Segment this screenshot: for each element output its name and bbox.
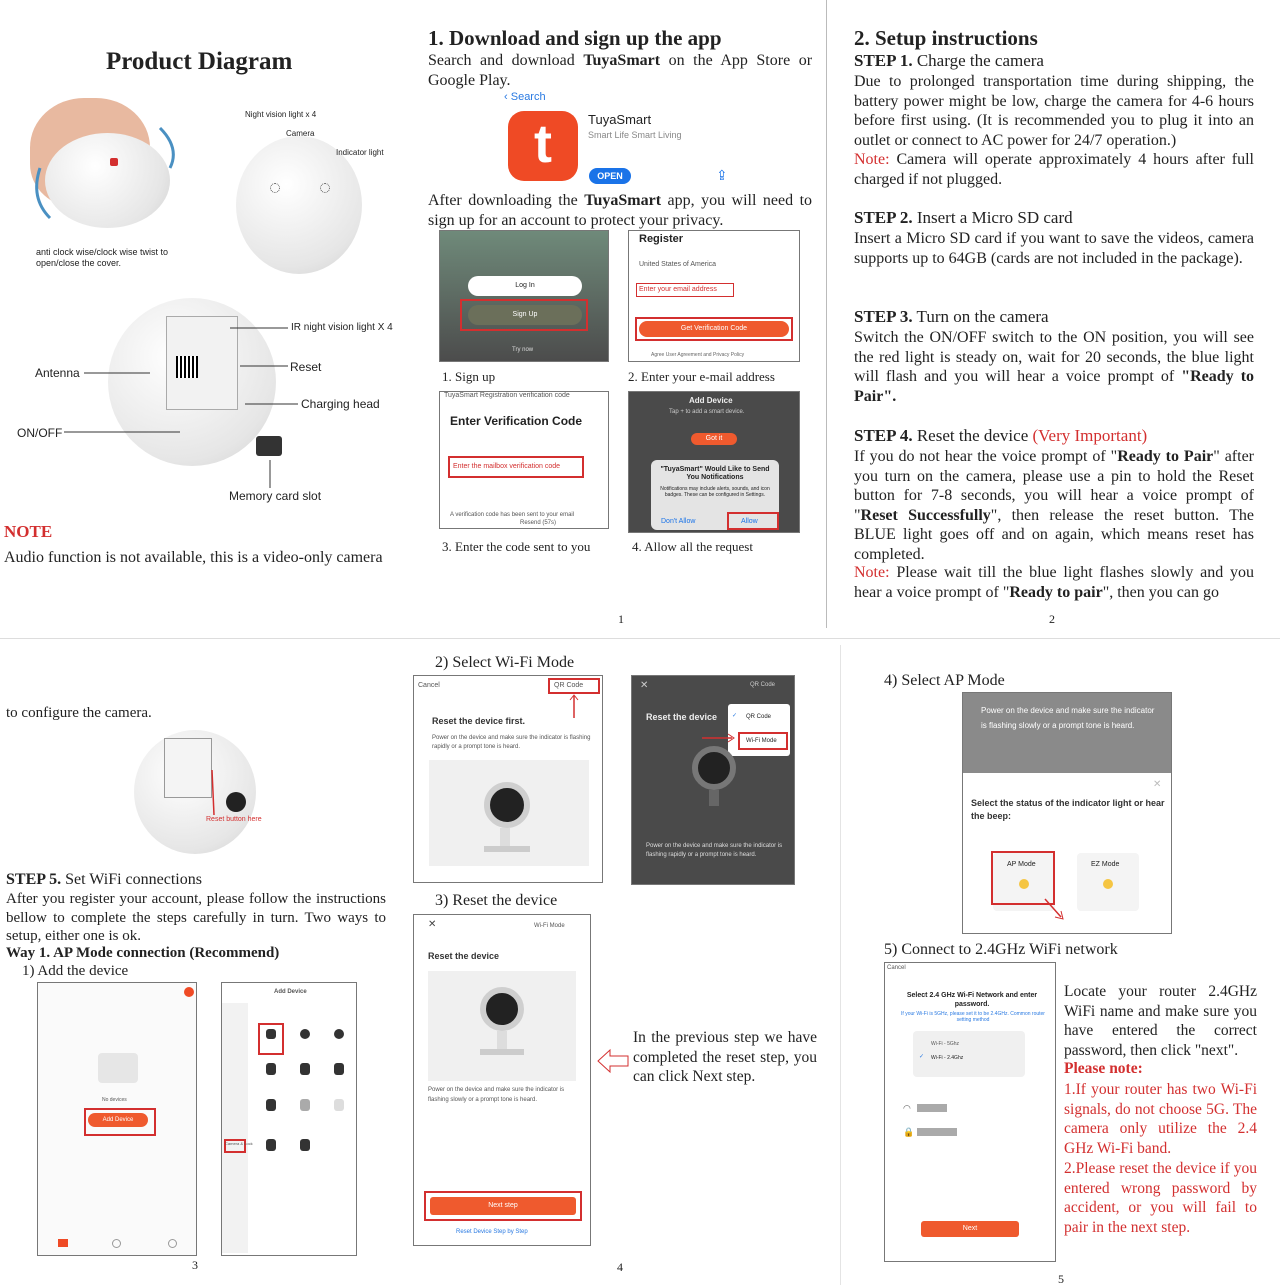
smart-tab-icon[interactable]: [112, 1239, 121, 1248]
doorbell-icon[interactable]: [300, 1063, 310, 1075]
step2-text: Insert a Micro SD card if you want to save the videos, camera supports up to 64GB (cards are not included in the package).: [854, 230, 1254, 267]
camera-stand-dark: [709, 790, 719, 806]
caption-code: 3. Enter the code sent to you: [442, 539, 591, 554]
wifi-network-screenshot: [884, 962, 1056, 1262]
got-it-button[interactable]: Got it: [691, 433, 737, 445]
wifi-5g-option[interactable]: Wi-Fi - 5Ghz: [931, 1041, 960, 1047]
ap-top-text: Power on the device and make sure the indicator is flashing slowly or a prompt tone is heard.: [981, 706, 1155, 730]
wifi-sub[interactable]: If your Wi-Fi is 5GHz, please set it to be 2.4GHz. Common router setting method: [901, 1011, 1045, 1023]
smart-camera-highlight: [258, 1023, 284, 1055]
step1-text: Due to prolonged transportation time during shipping, the battery power might be low, charge the camera for 4-6 hours before first using. (It is recommended you to plug it into an outlet or connect to AC power for 24/7 operation.): [854, 73, 1254, 149]
verif-header: TuyaSmart Registration verification code: [444, 392, 570, 399]
caption-allow: 4. Allow all the request: [632, 539, 753, 554]
qr-code-label-dark[interactable]: QR Code: [750, 682, 776, 688]
app-subtitle: Smart Life Smart Living: [588, 130, 682, 140]
camera-lens-dark-icon: [692, 746, 736, 790]
note-2-text: 2.Please reset the device if you entered wrong password by accident, or you will fail to pair in the next step.: [1064, 1160, 1257, 1236]
no-devices-text: No devices: [102, 1097, 127, 1103]
add-device-screenshot: [37, 982, 197, 1256]
wifi-mode-highlight: [738, 732, 788, 750]
please-note-title: Please note:: [1064, 1060, 1143, 1077]
share-icon[interactable]: ⇪: [716, 169, 728, 184]
check-icon: ✓: [732, 713, 738, 719]
caption-signup: 1. Sign up: [442, 369, 496, 384]
notification-dialog: [651, 460, 779, 530]
wifi-mode-caption: 2) Select Wi-Fi Mode: [435, 654, 575, 671]
add-device-highlight: [84, 1108, 156, 1136]
verification-screenshot: [439, 391, 609, 529]
ap-select-text: Select the status of the indicator light or hear the beep:: [971, 798, 1165, 821]
qr-code-toggle[interactable]: QR Code: [554, 682, 584, 689]
reset-sub-text: Power on the device and make sure the indicator is flashing slowly or a prompt tone is heard.: [428, 1087, 565, 1103]
after-text-a: After downloading the: [428, 192, 578, 209]
page-number-2: 2: [1049, 612, 1055, 626]
page-number-3: 3: [192, 1258, 198, 1272]
wifi-next-button[interactable]: Next: [921, 1221, 1019, 1237]
step1-title: Charge the camera: [916, 51, 1044, 70]
reset-first-title: Reset the device first.: [432, 716, 526, 726]
dark-sub-text: Power on the device and make sure the indicator is flashing rapidly or a prompt tone is heard.: [646, 843, 783, 858]
step5-text: After you register your account, please follow the instructions bellow to complete the steps carefully in turn. Two ways to setup, either one is ok.: [6, 891, 386, 944]
night-vision-label: Night vision light x 4: [245, 110, 317, 119]
notification-subtitle: Notifications may include alerts, sounds, and icon badges. These can be configured in Settings.: [660, 486, 770, 498]
verif-title: Enter Verification Code: [450, 414, 583, 428]
dont-allow-button[interactable]: Don't Allow: [661, 518, 696, 525]
step1-note-label: Note:: [854, 151, 890, 168]
step1-note: Camera will operate approximately 4 hours after full charged if not plugged.: [854, 151, 1254, 188]
get-code-button[interactable]: Get Verification Code: [639, 321, 789, 337]
setup-title: 2. Setup instructions: [854, 26, 1038, 50]
step5-label: STEP 5.: [6, 871, 62, 888]
register-title: Register: [639, 233, 684, 245]
step5-title: Set WiFi connections: [65, 871, 202, 888]
page-number-1: 1: [618, 612, 624, 626]
base-station-icon[interactable]: [334, 1099, 344, 1111]
locate-router-text: Locate your router 2.4GHz WiFi name and make sure you have entered the correct password, then click "next".: [1064, 983, 1257, 1059]
doorbell-camera-icon[interactable]: [266, 1063, 276, 1075]
step4-note-b: ", then you can go: [1102, 583, 1219, 601]
after-app-name: TuyaSmart: [584, 192, 662, 209]
qr-code-menu-item[interactable]: QR Code: [746, 714, 772, 720]
left-arrow-icon: [596, 1048, 630, 1074]
camera-label: Camera: [286, 129, 315, 138]
reset-camera-lens-icon: [480, 987, 524, 1031]
antenna-label: Antenna: [35, 366, 80, 380]
step4-bold-1: Ready to Pair: [1117, 448, 1214, 465]
empty-box-icon: [98, 1053, 138, 1083]
reset-camera-base: [480, 1049, 524, 1055]
twist-label: anti clock wise/clock wise twist to open/close the cover.: [36, 247, 169, 268]
select-wifi-screenshot: [413, 675, 603, 883]
notification-title: "TuyaSmart" Would Like to Send You Notifications: [660, 466, 770, 481]
step4-note-a: Please wait till the blue light flashes slowly and you hear a voice prompt of ": [854, 564, 1254, 601]
step3-ready: "Ready to Pair".: [854, 368, 1255, 405]
wifi-mode-menu-item[interactable]: Wi-Fi Mode: [746, 738, 777, 744]
close-icon[interactable]: ✕: [640, 680, 649, 691]
download-text-b: on the App Store or Google Play.: [428, 52, 813, 89]
wifi-mode-label[interactable]: Wi-Fi Mode: [534, 923, 565, 929]
wifi-check-icon: ✓: [919, 1054, 925, 1060]
next-step-button[interactable]: Next step: [430, 1197, 576, 1215]
floodlight-icon[interactable]: [300, 1099, 310, 1111]
download-title: 1. Download and sign up the app: [428, 26, 722, 50]
camera-lens-icon: [484, 782, 530, 828]
wifi-ssid-field[interactable]: [917, 1104, 947, 1112]
add-plus-icon[interactable]: [184, 987, 194, 997]
reset-camera-stand: [497, 1031, 507, 1049]
open-app-button[interactable]: OPEN: [589, 168, 631, 184]
wifi-title: Select 2.4 GHz Wi-Fi Network and enter password.: [906, 992, 1038, 1008]
ez-mode-label: EZ Mode: [1091, 861, 1120, 868]
product-diagram-title: Product Diagram: [106, 48, 293, 75]
signup-button[interactable]: Sign Up: [468, 305, 582, 325]
register-screenshot: [628, 230, 800, 362]
close-reset-icon[interactable]: ✕: [428, 919, 437, 930]
signup-highlight: [460, 299, 588, 331]
router-illustration: [913, 1031, 1025, 1077]
ap-close-icon[interactable]: ✕: [1153, 779, 1162, 790]
doorbell-dual-icon[interactable]: [266, 1099, 276, 1111]
step2-label: STEP 2.: [854, 208, 913, 227]
camera-base: [484, 846, 530, 852]
step4-label: STEP 4.: [854, 426, 913, 445]
onoff-label: ON/OFF: [17, 426, 63, 440]
reset-device-screenshot: [413, 914, 591, 1246]
login-button[interactable]: Log In: [468, 276, 582, 296]
step4-text-b: " after you turn on the camera, please use a pin to hold the Reset button for 7-8 seconds, you will hear a voice prompt of ": [854, 448, 1255, 524]
after-text-b: app, you will need to sign up for an account to protect your privacy.: [428, 192, 813, 229]
add-device-caption: 1) Add the device: [22, 963, 129, 979]
category-sidebar: [222, 1003, 248, 1253]
note-text: Audio function is not available, this is a video-only camera: [4, 549, 383, 566]
step2-title: Insert a Micro SD card: [916, 208, 1073, 227]
notification-screenshot: [628, 391, 800, 533]
verif-sent-text: A verification code has been sent to your email: [450, 512, 575, 518]
ez-bulb-icon: [1103, 879, 1113, 889]
reset-here-label: Reset button here: [206, 816, 262, 823]
ap-mode-screenshot: [962, 692, 1172, 934]
device-category-screenshot: [221, 982, 357, 1256]
step4-text-c: ", then release the reset button. The BLUE light goes off and on again, which means reset has completed.: [854, 506, 1255, 563]
allow-button[interactable]: Allow: [741, 518, 758, 525]
smart-doorbell-icon[interactable]: [334, 1063, 344, 1075]
caption-email: 2. Enter your e-mail address: [628, 369, 775, 384]
region-value[interactable]: United States of America: [639, 261, 717, 268]
reset-device-dark-title: Reset the device: [646, 712, 718, 722]
get-code-highlight: [635, 317, 793, 341]
me-tab-icon[interactable]: [168, 1239, 177, 1248]
camera-dual-icon[interactable]: [300, 1029, 310, 1039]
reset-first-sub: Power on the device and make sure the indicator is flashing rapidly or a prompt tone is heard.: [432, 735, 591, 750]
right-arrow-icon: [702, 730, 738, 746]
reset-arrow-icon: [0, 0, 420, 900]
step4-bold-2: Reset Successfully: [860, 506, 991, 524]
ez-mode-option[interactable]: [1077, 853, 1139, 911]
indicator-label: Indicator light: [336, 148, 384, 157]
reset-step-link[interactable]: Reset Device Step by Step: [456, 1229, 528, 1235]
wifi-caption: 5) Connect to 2.4GHz WiFi network: [884, 941, 1118, 958]
ap-mode-label: AP Mode: [1007, 861, 1036, 868]
page-divider: [826, 0, 827, 628]
ap-arrow-icon: [1043, 897, 1067, 921]
charging-label: Charging head: [301, 397, 380, 411]
wifi-password-field[interactable]: [917, 1128, 957, 1136]
cancel-button[interactable]: Cancel: [418, 682, 440, 689]
add-device-sub: Tap + to add a smart device.: [669, 409, 745, 415]
way1-title: Way 1. AP Mode connection (Recommend): [6, 945, 280, 961]
store-search-link[interactable]: ‹ Search: [504, 91, 546, 103]
page-number-5: 5: [1058, 1272, 1064, 1286]
verif-code-input[interactable]: Enter the mailbox verification code: [448, 456, 584, 478]
reset-caption: 3) Reset the device: [435, 892, 558, 909]
add-device-header: Add Device: [274, 989, 307, 995]
download-app-name: TuyaSmart: [583, 52, 661, 69]
camera-stand: [500, 828, 510, 846]
step4-title: Reset the device: [916, 426, 1029, 445]
step3-label: STEP 3.: [854, 307, 913, 326]
wifi-signal-icon: ◠: [903, 1103, 911, 1113]
step4-text-a: If you do not hear the voice prompt of ": [854, 448, 1118, 465]
previous-step-text: In the previous step we have completed the reset step, you can click Next step.: [633, 1029, 817, 1085]
wifi-cancel-button[interactable]: Cancel: [887, 965, 906, 971]
signup-screenshot: [439, 230, 609, 362]
add-device-button[interactable]: Add Device: [88, 1113, 148, 1127]
allow-highlight: [727, 512, 779, 530]
ap-mode-caption: 4) Select AP Mode: [884, 672, 1005, 689]
tuya-app-icon: t: [508, 111, 578, 181]
step3-text: Switch the ON/OFF switch to the ON position, you will see the red light is steady on, wait for 20 seconds, the blue light will flash and you will hear a voice prompt of: [854, 329, 1254, 386]
page-number-4: 4: [617, 1260, 623, 1274]
home-tab-icon[interactable]: [58, 1239, 68, 1247]
qr-code-highlight: [548, 678, 600, 694]
camera-lock-category[interactable]: Camera & Lock: [225, 1141, 253, 1146]
memory-card-label: Memory card slot: [229, 489, 322, 503]
add-device-title: Add Device: [689, 396, 733, 405]
continue-text: to configure the camera.: [6, 705, 152, 721]
resend-link[interactable]: Resend (57s): [520, 520, 557, 526]
wifi-24-option[interactable]: Wi-Fi - 2.4Ghz: [931, 1055, 964, 1061]
ir-night-label: IR night vision light X 4: [291, 322, 393, 333]
app-name: TuyaSmart: [588, 112, 652, 127]
lock-icon[interactable]: [266, 1139, 276, 1151]
reset-label: Reset: [290, 360, 322, 374]
wifi-menu-screenshot: [631, 675, 795, 885]
step4-note-bold: Ready to pair: [1009, 583, 1103, 601]
step3-title: Turn on the camera: [916, 307, 1049, 326]
step1-label: STEP 1.: [854, 51, 913, 70]
lock-field-icon: 🔒: [903, 1127, 915, 1137]
camera-bt-icon[interactable]: [334, 1029, 344, 1039]
page-divider-2: [840, 645, 841, 1285]
reset-device-title: Reset the device: [428, 951, 500, 961]
download-text-a: Search and download: [428, 52, 575, 69]
note-title: NOTE: [4, 522, 53, 541]
up-arrow-icon: [564, 694, 584, 718]
next-step-highlight: [424, 1191, 582, 1221]
step4-note-label: Note:: [854, 564, 890, 581]
note-1-text: 1.If your router has two Wi-Fi signals, do not choose 5G. The camera only utilize the 2.4 GHz Wi-Fi band.: [1064, 1081, 1257, 1157]
lock-zigbee-icon[interactable]: [300, 1139, 310, 1151]
step4-important: (Very Important): [1032, 426, 1148, 445]
agree-text[interactable]: Agree User Agreement and Privacy Policy: [651, 352, 745, 358]
try-now-link[interactable]: Try now: [512, 347, 534, 353]
email-input[interactable]: Enter your email address: [636, 283, 734, 297]
